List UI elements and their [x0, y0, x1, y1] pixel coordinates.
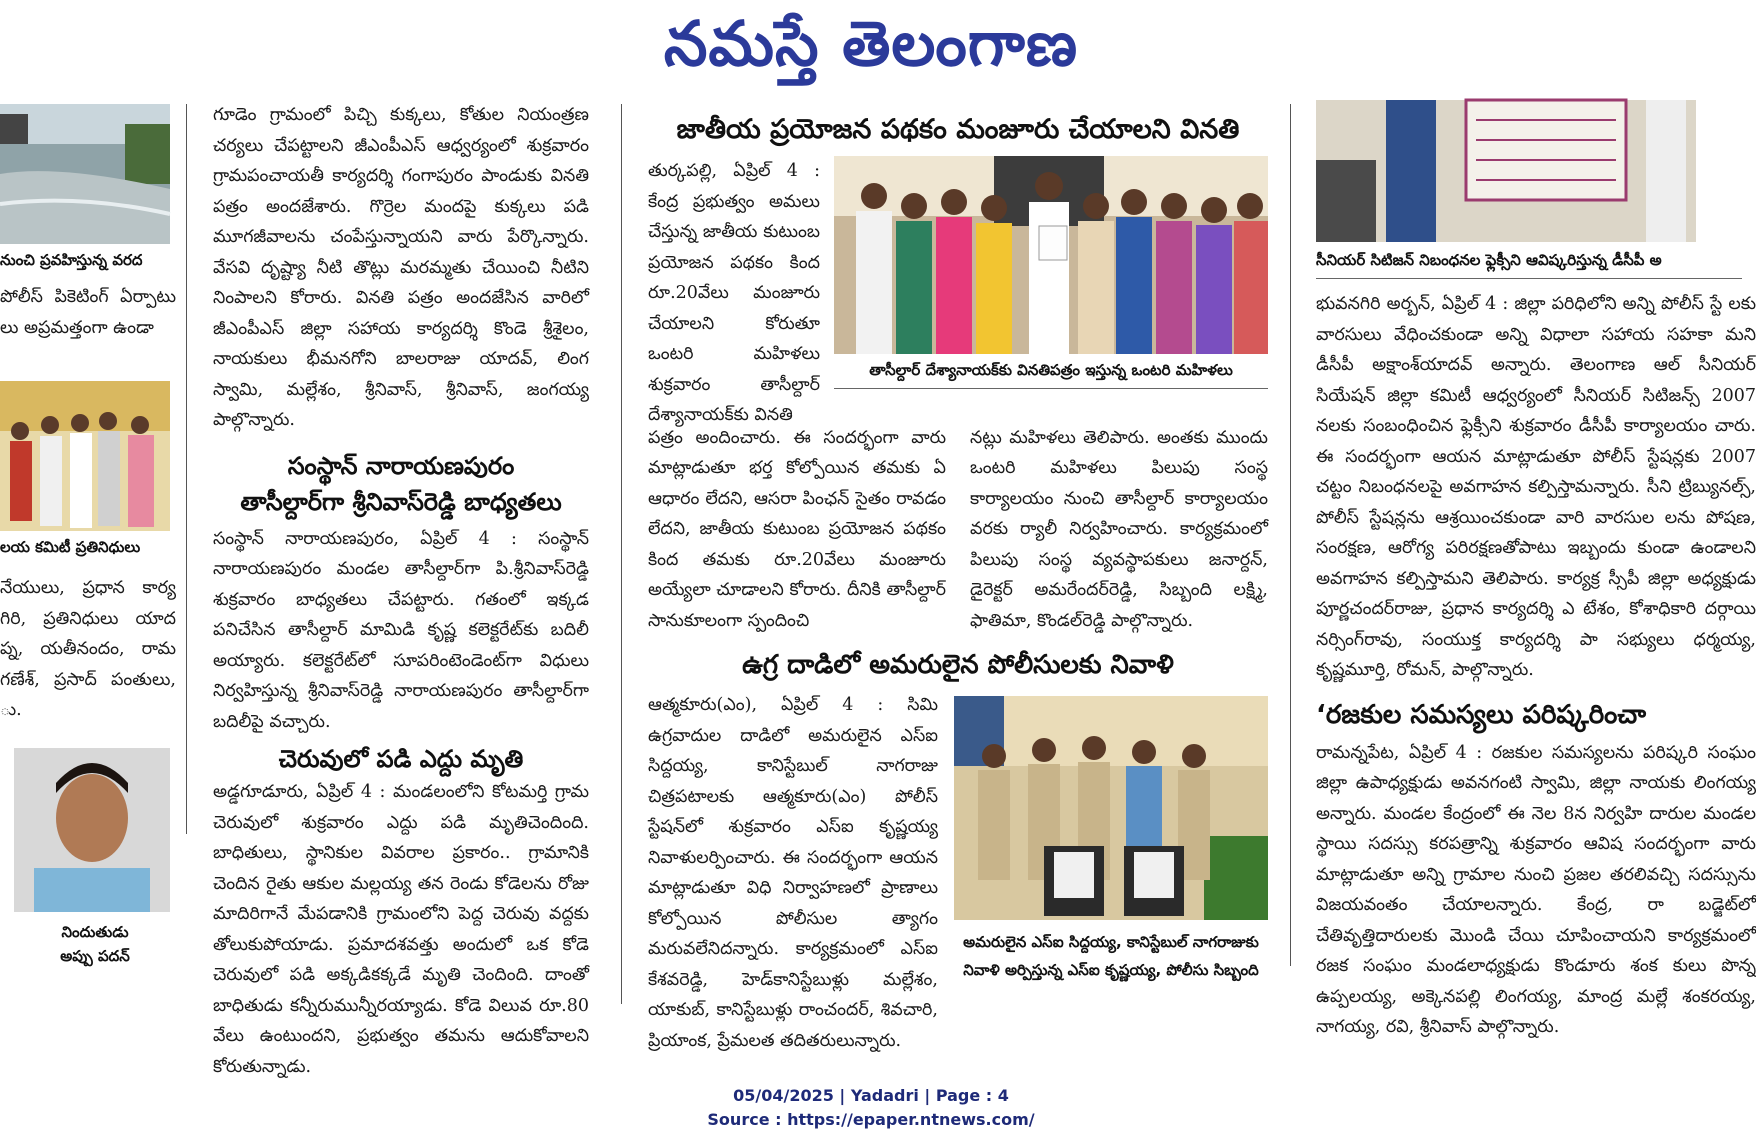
story-tahsildar: సంస్థాన్ నారాయణపురం, ఏప్రిల్ 4 : సంస్థాన్ నారాయణపురం మండల తాసీల్దార్‌గా పి.శ్రీనివాస్‌రెడ్డి శుక్రవారం బాధ్యతలు చేపట్టారు. గతంలో ఇక్కడ పనిచేసిన తాసీల్దార్ మామిడి కృష్ణ కలెక్టరేట్‌కు బదిలీ అయ్యారు. కలెక్టరేట్‌లో సూపరింటెండెంట్‌గా విధులు నిర్వహిస్తున్న శ్రీనివాస్‌రెడ్డి నారాయణపురం తాసీల్దార్‌గా బదిలీపై వచ్చారు. — [213, 528, 589, 732]
story-stray-dogs: గూడెం గ్రామంలో పిచ్చి కుక్కలు, కోతుల నియంత్రణ చర్యలు చేపట్టాలని జీఎంపీఎస్ ఆధ్వర్యంలో శుక్రవారం గ్రామపంచాయతీ కార్యదర్శి గంగాపురం పాండుకు వినతి పత్రం అందజేశారు. గొర్రెల మందపై కుక్కలు పడి మూగజీవాలను చంపేస్తున్నాయని వారు పేర్కొన్నారు. వేసవి దృష్ట్యా నీటి తొట్లు మరమ్మతు చేయించి నీటిని నింపాలని కోరారు. వినతి పత్రం అందజేసిన వారిలో జీఎంపీఎస్ జిల్లా సహాయ కార్యదర్శి కొండె శ్రీశైలం, నాయకులు భీమనగోని బాలరాజు యాదవ్, లింగ స్వామి, మల్లేశం, శ్రీనివాస్, శ్రీనివాస్, జంగయ్య పాల్గొన్నారు. — [213, 105, 589, 430]
column-left-edge — [0, 100, 176, 1020]
police-tribute-photo — [954, 696, 1268, 920]
flood-photo — [0, 104, 170, 244]
column-right-edge — [1316, 100, 1756, 1037]
story-family-benefit-end: నట్లు మహిళలు తెలిపారు. అంతకు ముందు ఒంటరి మహిళలు పిలుపు సంస్థ కార్యాలయం నుంచి తాసీల్దార్ కార్యాలయం వరకు ర్యాలీ నిర్వహించారు. కార్యక్రమంలో పిలుపు సంస్థ వ్యవస్థాపకులు జనార్దన్, డైరెక్టర్ అమరేందర్‌రెడ్డి, సిబ్బంది లక్ష్మి, ఫాతిమా, కొండల్‌రెడ్డి పాల్గొన్నారు. — [970, 427, 1268, 631]
story-senior-citizens: భువనగిరి అర్బన్, ఏప్రిల్ 4 : జిల్లా పరిధిలోని అన్ని పోలీస్ స్టే లకు వారసులు వేధించకుండా అన్ని విధాలా సహాయ సహకా మని డీసీపీ అక్షాంశ్‌యాదవ్ అన్నారు. తెలంగాణ ఆల్ సీనియర్ సియేషన్ జిల్లా కమిటీ ఆధ్వర్యంలో సీనియర్ సిటిజన్స్ 2007 నలకు సంబంధించిన ఫ్లెక్సీని శుక్రవారం డీసీపీ కార్యాలయం చారు. ఈ సందర్భంగా ఆయన మాట్లాడుతూ పోలీస్ స్టేషన్లకు 2007 చట్టం నిబంధనలపై అవగాహన కల్పిస్తామన్నారు. సీని ట్రిబ్యునల్స్, పోలీస్ స్టేషన్లను ఆశ్రయించకుండా వారి వారసుల లను పోషణ, సంరక్షణ, ఆరోగ్య పరిరక్షణతోపాటు ఇబ్బందు కుండా ఉండాలని అవగాహన కల్పిస్తామని తెలిపారు. కార్యక్ర స్సీపీ జిల్లా అధ్యక్షుడు పూర్ణచందర్‌రాజు, ప్రధాన కార్యదర్శి ఎ టేశం, కోశాధికారి దర్గాయి నర్సింగ్‌రావు, సంయుక్త కార్యదర్శి పా సభ్యులు ధర్మయ్య, కృష్ణమూర్తి, రోమన్, పాల్గొన్నారు. — [1316, 294, 1756, 680]
story-bull-death: అడ్డగూడూరు, ఏప్రిల్ 4 : మండలంలోని కోటమర్తి గ్రామ చెరువులో శుక్రవారం ఎద్దు పడి మృతిచెందింది. బాధితులు, స్థానికుల వివరాల ప్రకారం.. గ్రామానికి చెందిన రైతు ఆకుల మల్లయ్య తన రెండు కోడెలను రోజు మాదిరిగానే మేపడానికి గ్రామంలోని పెద్ద చెరువు వద్దకు తోలుకుపోయాడు. ప్రమాదశవత్తు అందులో ఒక కోడె చెరువులో పడి అక్కడికక్కడే మృతి చెందింది. దాంతో బాధితుడు కన్నీరుమున్నీరయ్యాడు. కోడె విలువ రూ.80 వేలు ఉంటుందని, ప్రభుత్వం తమను ఆదుకోవాలని కోరుతున్నాడు. — [213, 782, 589, 1077]
headline-rajaka-issues: ‘రజకుల సమస్యలు పరిష్కరించా — [1316, 699, 1647, 730]
column-2 — [213, 100, 589, 1077]
headline-bull-death: చెరువులో పడి ఎద్దు మృతి — [278, 745, 524, 773]
column-divider — [1290, 104, 1291, 966]
accused-name: అప్పు పదన్ — [60, 946, 130, 965]
flood-photo-caption: నుంచి ప్రవహిస్తున్న వరద — [0, 251, 143, 269]
dcp-flexi-caption: సీనియర్ సిటిజన్ నిబంధనల ఫ్లెక్సీని ఆవిష్కరిస్తున్న డీసీపీ అ — [1316, 251, 1662, 269]
headline-police-tribute: ఉగ్ర దాడిలో అమరులైన పోలీసులకు నివాళి — [742, 650, 1174, 680]
story-text: పోలీస్ పికెటింగ్ ఏర్పాటు లు అప్రమత్తంగా ఉండా — [0, 287, 176, 338]
caption-rule — [1316, 278, 1742, 279]
story-rajaka-issues: రామన్నపేట, ఏప్రిల్ 4 : రజకుల సమస్యలను పరిష్కరి సంఘం జిల్లా ఉపాధ్యక్షుడు అవనగంటి స్వామి, జిల్లా నాయకు లింగయ్య అన్నారు. మండల కేంద్రంలో ఈ నెల 8న నిర్వహి దారుల మండల స్థాయి సదస్సు కరపత్రాన్ని శుక్రవారం ఆవిష సందర్భంగా వారు మాట్లాడుతూ అన్ని గ్రామాల నుంచి ప్రజల తరలివచ్చి సదస్సును విజయవంతం చేయాలన్నారు. కేంద్ర, రా బడ్జెట్‌లో చేతివృత్తిదారులకు మొండి చేయి చూపించాయని కార్యక్రమంలో రజక సంఘం మండలాధ్యక్షుడు కొండూరు శంక కులు పొన్న ఉప్పలయ్య, అక్కెనపల్లి లింగయ్య, మాంద్ర మల్లే శంకరయ్య, నాగయ్య, రవి, శ్రీనివాస్ పాల్గొన్నారు. — [1316, 742, 1756, 1037]
column-divider — [621, 104, 622, 1004]
women-petition-photo — [834, 156, 1268, 354]
women-petition-caption: తాసీల్దార్ దేశ్యానాయక్‌కు వినతిపత్రం ఇస్తున్న ఒంటరి మహిళలు — [869, 361, 1233, 379]
footer-date-page: 05/04/2025 | Yadadri | Page : 4 — [733, 1086, 1009, 1105]
story-text: నేయులు, ప్రధాన కార్య గిరి, ప్రతినిధులు యాద ప్న, యతీనందం, రామ గణేశ్, ప్రసాద్ పంతులు, ు. — [0, 578, 176, 720]
committee-photo-caption: లయ కమిటీ ప్రతినిధులు — [0, 538, 141, 556]
footer-source-link[interactable]: Source : https://epaper.ntnews.com/ — [707, 1110, 1035, 1129]
story-police-tribute: ఆత్మకూరు(ఎం), ఏప్రిల్ 4 : సిమి ఉగ్రవాదుల దాడిలో అమరులైన ఎస్ఐ సిద్దయ్య, కానిస్టేబుల్ నాగరాజు చిత్రపటాలకు ఆత్మకూరు(ఎం) పోలీస్ స్టేషన్‌లో శుక్రవారం ఎస్ఐ కృష్ణయ్య నివాళులర్పించారు. ఈ సందర్భంగా ఆయన మాట్లాడుతూ విధి నిర్వాహణలో ప్రాణాలు కోల్పోయిన పోలీసుల త్యాగం మరువలేనిదన్నారు. కార్యక్రమంలో ఎస్ఐ కేశవరెడ్డి, హెడ్‌కానిస్టేబుళ్లు మల్లేశం, యాకుబ్, కానిస్టేబుళ్లు రాంచందర్, శివచారి, ప్రియాంక, ప్రేమలత తదితరులున్నారు. — [648, 695, 938, 1051]
newspaper-masthead: నమస్తే తెలంగాణ — [663, 7, 1079, 80]
column-divider — [186, 104, 187, 834]
caption-rule — [834, 388, 1268, 389]
accused-photo-caption: నిందుతుడు — [61, 922, 129, 941]
story-family-benefit-intro: తుర్కపల్లి, ఏప్రిల్ 4 : కేంద్ర ప్రభుత్వం అమలు చేస్తున్న జాతీయ కుటుంబ ప్రయోజన పథకం కింద రూ.20వేలు మంజూరు చేయాలని కోరుతూ ఒంటరి మహిళలు శుక్రవారం తాసీల్దార్ దేశ్యానాయక్‌కు వినతి — [648, 161, 820, 425]
headline-family-benefit: జాతీయ ప్రయోజన పథకం మంజూరు చేయాలని వినతి — [676, 114, 1240, 145]
column-center — [648, 100, 1268, 1051]
committee-photo — [0, 381, 170, 531]
headline-tahsildar: సంస్థాన్ నారాయణపురం — [287, 451, 515, 480]
police-tribute-caption: అమరులైన ఎస్ఐ సిద్దయ్య, కానిస్టేబుల్ నాగరాజుకు నివాళి అర్పిస్తున్న ఎస్ఐ కృష్ణయ్య, పోలీసు సిబ్బంది — [963, 933, 1259, 979]
accused-photo — [14, 748, 170, 912]
headline-tahsildar-line2: తాసీల్దార్‌గా శ్రీనివాస్‌రెడ్డి బాధ్యతలు — [240, 487, 562, 516]
dcp-flexi-photo — [1316, 100, 1742, 242]
story-family-benefit-cont: పత్రం అందించారు. ఈ సందర్భంగా వారు మాట్లాడుతూ భర్త కోల్పోయిన తమకు ఏ ఆధారం లేదని, ఆసరా పింఛన్ సైతం రావడం లేదని, జాతీయ కుటుంబ ప్రయోజన పథకం కింద తమకు రూ.20వేలు మంజూరు అయ్యేలా చూడాలని కోరారు. దీనికి తాసీల్దార్ సానుకూలంగా స్పందించి — [648, 427, 946, 631]
